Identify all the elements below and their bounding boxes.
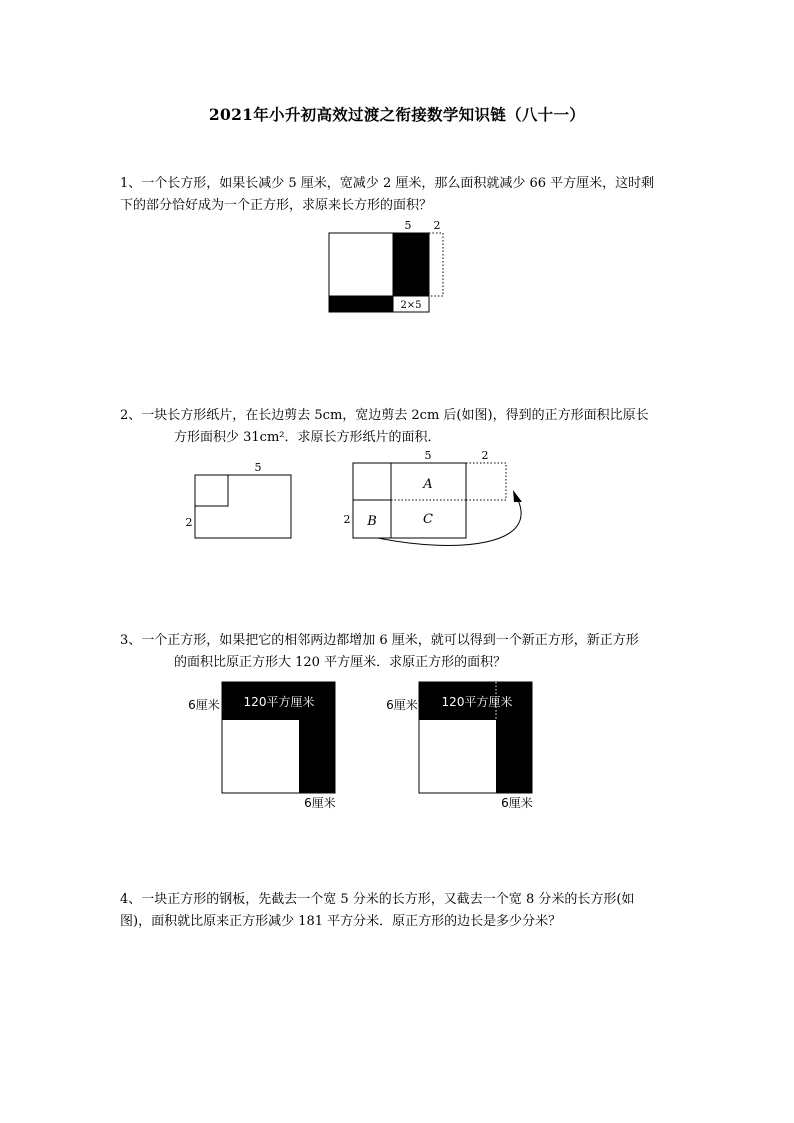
problem-2-line-1: 2、一块长方形纸片，在长边剪去 5cm，宽边剪去 2cm 后(如图)，得到的正方形面积比原长: [120, 408, 649, 423]
side-label: 6厘米: [188, 698, 220, 712]
side-label: 6厘米: [386, 698, 418, 712]
bottom-label: 6厘米: [501, 796, 533, 810]
bottom-label: 6厘米: [304, 796, 336, 810]
page-title: 2021年小升初高效过渡之衔接数学知识链（八十一）: [208, 105, 586, 124]
problem-2-text: [120, 405, 680, 449]
problem-2-figure-left: [180, 458, 300, 548]
remaining-square: [329, 233, 393, 296]
region-b: B: [367, 514, 377, 529]
moved-strip: [466, 463, 506, 500]
problem-2-line-2: 方形面积少 31cm²．求原长方形纸片的面积．: [174, 430, 441, 445]
problem-1-line-2: 下的部分恰好成为一个正方形，求原来长方形的面积？: [120, 198, 433, 213]
right-strip: [299, 720, 335, 793]
region-c: C: [423, 512, 433, 527]
problem-1-figure: [322, 215, 452, 321]
arrow-head: [513, 490, 522, 502]
problem-3-text: [120, 630, 680, 674]
problem-1-text: [120, 173, 680, 217]
right-strip: [496, 720, 532, 793]
problem-3-line-1: 3、一个正方形，如果把它的相邻两边都增加 6 厘米，就可以得到一个新正方形，新正方形: [120, 633, 639, 648]
removed-strip-right: [393, 233, 429, 296]
label-5: 5: [424, 449, 432, 462]
problem-4-line-2: 图)，面积就比原来正方形减少 181 平方分米．原正方形的边长是多少分米？: [120, 914, 562, 929]
area-label: 120平方厘米: [243, 695, 315, 709]
problem-2-figure-right: [338, 446, 548, 555]
region-a: A: [423, 477, 433, 492]
label-2: 2: [185, 516, 193, 529]
problem-4-line-1: 4、一块正方形的钢板，先截去一个宽 5 分米的长方形，又截去一个宽 8 分米的长方形(如: [120, 892, 635, 907]
problem-1-line-1: 1、一个长方形，如果长减少 5 厘米，宽减少 2 厘米，那么面积就减少 66 平方厘米，这时剩: [120, 176, 655, 191]
label-2: 2: [433, 219, 441, 232]
label-5: 5: [404, 219, 412, 232]
area-label: 120平方厘米: [441, 695, 513, 709]
removed-strip-bottom: [329, 296, 393, 312]
dotted-extension: [429, 233, 443, 296]
problem-3-figure-left: [185, 676, 355, 820]
problem-3-figure-right: [383, 676, 553, 820]
problem-3-line-2: 的面积比原正方形大 120 平方厘米．求原正方形的面积？: [174, 655, 507, 670]
label-2x5: 2×5: [400, 300, 422, 311]
problem-4-text: [120, 889, 680, 933]
label-5: 5: [254, 461, 262, 474]
label-2-top: 2: [481, 449, 489, 462]
label-2-left: 2: [343, 513, 351, 526]
